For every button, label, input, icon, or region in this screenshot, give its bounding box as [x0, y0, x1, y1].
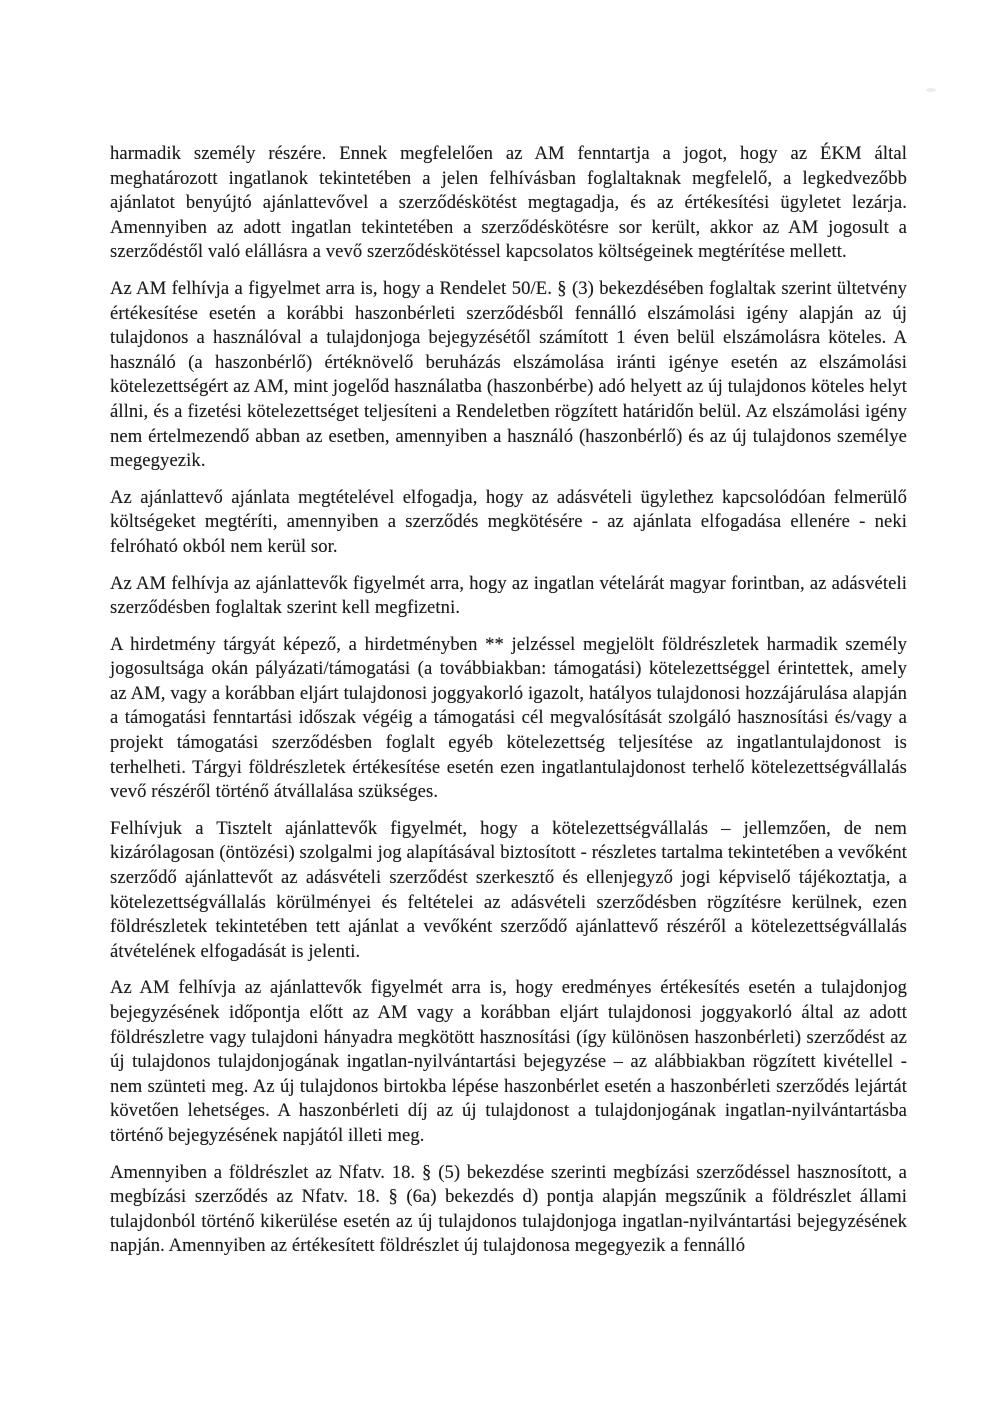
paragraph-commitment-transfer: Felhívjuk a Tisztelt ajánlattevők figyelmét, hogy a kötelezettségvállalás – jellemzően, de nem kizárólagosan (öntözési) szolgalmi jog alapításával biztosított - részletes tartalma tekintetében a vevőként szerződő ajánlattevőt az adásvételi szerződést szerkesztő és ellenjegyző jogi képviselő tájékoztatja, a kötelezettségvállalás körülményei és feltételei az adásvételi szerződésben rögzítésre kerülnek, ezen földrészletek tekintetében tett ajánlat a vevőként szerződő ajánlattevő részéről a kötelezettségvállalás átvételének elfogadását is jelenti. — [110, 817, 907, 962]
paragraph-support-obligations: A hirdetmény tárgyát képező, a hirdetményben ** jelzéssel megjelölt földrészletek harmadik személy jogosultsága okán pályázati/támogatási (a továbbiakban: támogatási) kötelezettséggel érintettek, amely az AM, vagy a korábban eljárt tulajdonosi joggyakorló igazolt, hatályos tulajdonosi hozzájárulása alapján a támogatási fenntartási időszak végéig a támogatási cél megvalósítását szolgáló hasznosítási és/vagy a projekt támogatási szerződésben foglalt egyéb kötelezettség teljesítése az ingatlantulajdonost is terhelheti. Tárgyi földrészletek értékesítése esetén ezen ingatlantulajdonost terhelő kötelezettségvállalás vevő részéről történő átvállalása szükséges. — [110, 633, 907, 803]
paragraph-contract-refusal: harmadik személy részére. Ennek megfelelően az AM fenntartja a jogot, hogy az ÉKM által meghatározott ingatlanok tekintetében a jelen felhívásban foglaltaknak megfelelő, a legkedvezőbb ajánlatot benyújtó ajánlattevővel a szerződéskötést megtagadja, és az értékesítési ügyletet lezárja. Amennyiben az adott ingatlan tekintetében a szerződéskötésre sor került, akkor az AM jogosult a szerződéstől való elállásra a vevő szerződéskötéssel kapcsolatos költségeinek megtérítése mellett. — [110, 143, 907, 263]
paragraph-nfatv-mandate: Amennyiben a földrészlet az Nfatv. 18. § (5) bekezdése szerinti megbízási szerződéssel hasznosított, a megbízási szerződés az Nfatv. 18. § (6a) bekezdés d) pontja alapján megszűnik a földrészlet állami tulajdonból történő kikerülése esetén az új tulajdonos tulajdonjoga ingatlan-nyilvántartási bejegyzésének napján. Amennyiben az értékesített földrészlet új tulajdonosa megegyezik a fennálló — [110, 1161, 907, 1257]
paragraph-plantation-settlement: Az AM felhívja a figyelmet arra is, hogy a Rendelet 50/E. § (3) bekezdésében foglaltak szerint ültetvény értékesítése esetén a korábbi haszonbérleti szerződésből fennálló elszámolási igény alapján az új tulajdonos a használóval a tulajdonjoga bejegyzésétől számított 1 éven belül elszámolásra köteles. A használó (a haszonbérlő) értéknövelő beruházás elszámolása iránti igénye esetén az elszámolási kötelezettségért az AM, mint jogelőd használatba (haszonbérbe) adó helyett az új tulajdonos köteles helyt állni, és a fizetési kötelezettséget teljesíteni a Rendeletben rögzített határidőn belül. Az elszámolási igény nem értelmezendő abban az esetben, amennyiben a használó (haszonbérlő) és az új tulajdonos személye megegyezik. — [110, 277, 907, 472]
paragraph-purchase-price-huf: Az AM felhívja az ajánlattevők figyelmét arra, hogy az ingatlan vételárát magyar forintban, az adásvételi szerződésben foglaltak szerint kell megfizetni. — [110, 572, 907, 619]
document-text-block — [110, 142, 907, 1259]
paragraph-lease-continuation: Az AM felhívja az ajánlattevők figyelmét arra is, hogy eredményes értékesítés esetén a tulajdonjog bejegyzésének időpontja előtt az AM vagy a korábban eljárt tulajdonosi joggyakorló által az adott földrészletre vagy tulajdoni hányadra megkötött hasznosítási (így különösen haszonbérleti) szerződést az új tulajdonos tulajdonjogának ingatlan-nyilvántartási bejegyzése – az alábbiakban rögzített kivétellel - nem szünteti meg. Az új tulajdonos birtokba lépése haszonbérlet esetén a haszonbérleti szerződés lejártát követően lehetséges. A haszonbérleti díj az új tulajdonost a tulajdonjogának ingatlan-nyilvántartásba történő bejegyzésének napjától illeti meg. — [110, 977, 907, 1146]
paragraph-cost-reimbursement: Az ajánlattevő ajánlata megtételével elfogadja, hogy az adásvételi ügylethez kapcsolódóan felmerülő költségeket megtéríti, amennyiben a szerződés megkötésére - az ajánlata elfogadása ellenére - neki felróható okból nem kerül sor. — [110, 486, 907, 557]
scan-artifact — [926, 88, 936, 92]
